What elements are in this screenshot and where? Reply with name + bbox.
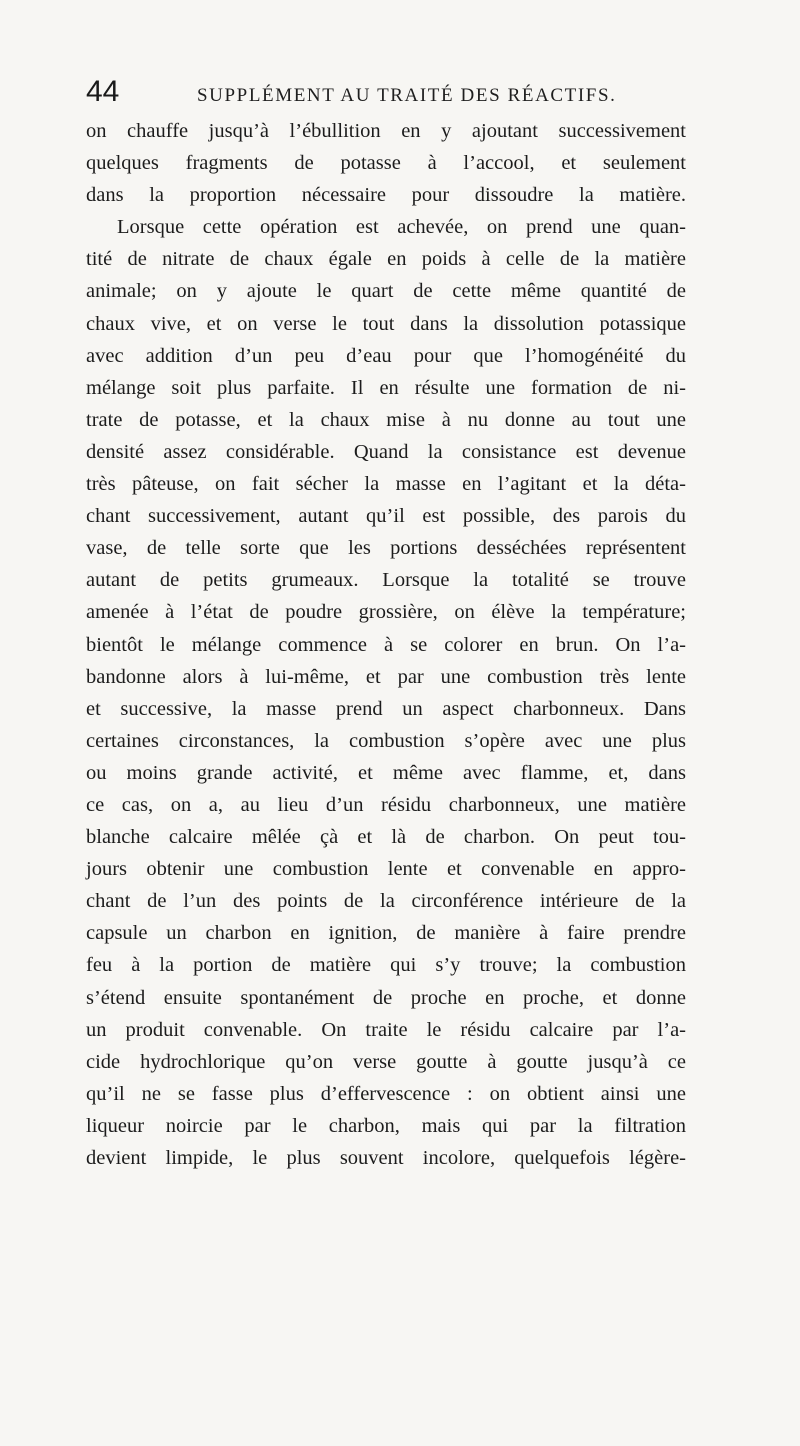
text-line: quelques fragments de potasse à l’accool, et seulement: [86, 152, 686, 175]
page-number: 44: [86, 75, 120, 108]
text-line: dans la proportion nécessaire pour dissoudre la matière.: [86, 184, 686, 207]
running-title: SUPPLÉMENT AU TRAITÉ DES RÉACTIFS.: [197, 85, 617, 106]
text-line: cide hydrochlorique qu’on verse goutte à goutte jusqu’à ce: [86, 1050, 686, 1073]
text-line: chant de l’un des points de la circonférence intérieure de la: [86, 890, 686, 913]
text-line: on chauffe jusqu’à l’ébullition en y ajoutant successivement: [86, 120, 686, 142]
text-line: très pâteuse, on fait sécher la masse en l’agitant et la déta-: [86, 473, 686, 496]
text-line: ou moins grande activité, et même avec flamme, et, dans: [86, 761, 686, 784]
body-text: [86, 115, 686, 1174]
text-line: capsule un charbon en ignition, de manière à faire prendre: [86, 922, 686, 945]
text-line: trate de potasse, et la chaux mise à nu donne au tout une: [86, 408, 686, 431]
text-line: Lorsque cette opération est achevée, on prend une quan-: [117, 216, 686, 239]
text-line: autant de petits grumeaux. Lorsque la totalité se trouve: [86, 569, 686, 592]
text-line: amenée à l’état de poudre grossière, on élève la température;: [86, 601, 686, 624]
text-line: tité de nitrate de chaux égale en poids à celle de la matière: [86, 248, 686, 271]
text-line: et successive, la masse prend un aspect charbonneux. Dans: [86, 697, 686, 720]
text-line: densité assez considérable. Quand la consistance est devenue: [86, 440, 686, 463]
text-line: un produit convenable. On traite le résidu calcaire par l’a-: [86, 1018, 686, 1041]
text-line: certaines circonstances, la combustion s’opère avec une plus: [86, 729, 686, 752]
text-line: vase, de telle sorte que les portions desséchées représentent: [86, 537, 686, 560]
text-line: liqueur noircie par le charbon, mais qui par la filtration: [86, 1114, 686, 1137]
text-line: chaux vive, et on verse le tout dans la dissolution potassique: [86, 312, 686, 335]
text-line: animale; on y ajoute le quart de cette même quantité de: [86, 280, 686, 303]
text-line: bientôt le mélange commence à se colorer en brun. On l’a-: [86, 633, 686, 656]
text-line: avec addition d’un peu d’eau pour que l’homogénéité du: [86, 344, 686, 367]
text-line: jours obtenir une combustion lente et convenable en appro-: [86, 858, 686, 881]
text-line: devient limpide, le plus souvent incolore, quelquefois légère-: [86, 1147, 686, 1169]
text-line: chant successivement, autant qu’il est possible, des parois du: [86, 505, 686, 528]
text-line: qu’il ne se fasse plus d’effervescence : on obtient ainsi une: [86, 1082, 686, 1105]
text-line: blanche calcaire mêlée çà et là de charbon. On peut tou-: [86, 826, 686, 849]
text-line: bandonne alors à lui-même, et par une combustion très lente: [86, 665, 686, 688]
text-line: ce cas, on a, au lieu d’un résidu charbonneux, une matière: [86, 793, 686, 816]
text-line: mélange soit plus parfaite. Il en résulte une formation de ni-: [86, 376, 686, 399]
text-line: feu à la portion de matière qui s’y trouve; la combustion: [86, 954, 686, 977]
text-line: s’étend ensuite spontanément de proche en proche, et donne: [86, 986, 686, 1009]
running-head: [86, 74, 686, 114]
